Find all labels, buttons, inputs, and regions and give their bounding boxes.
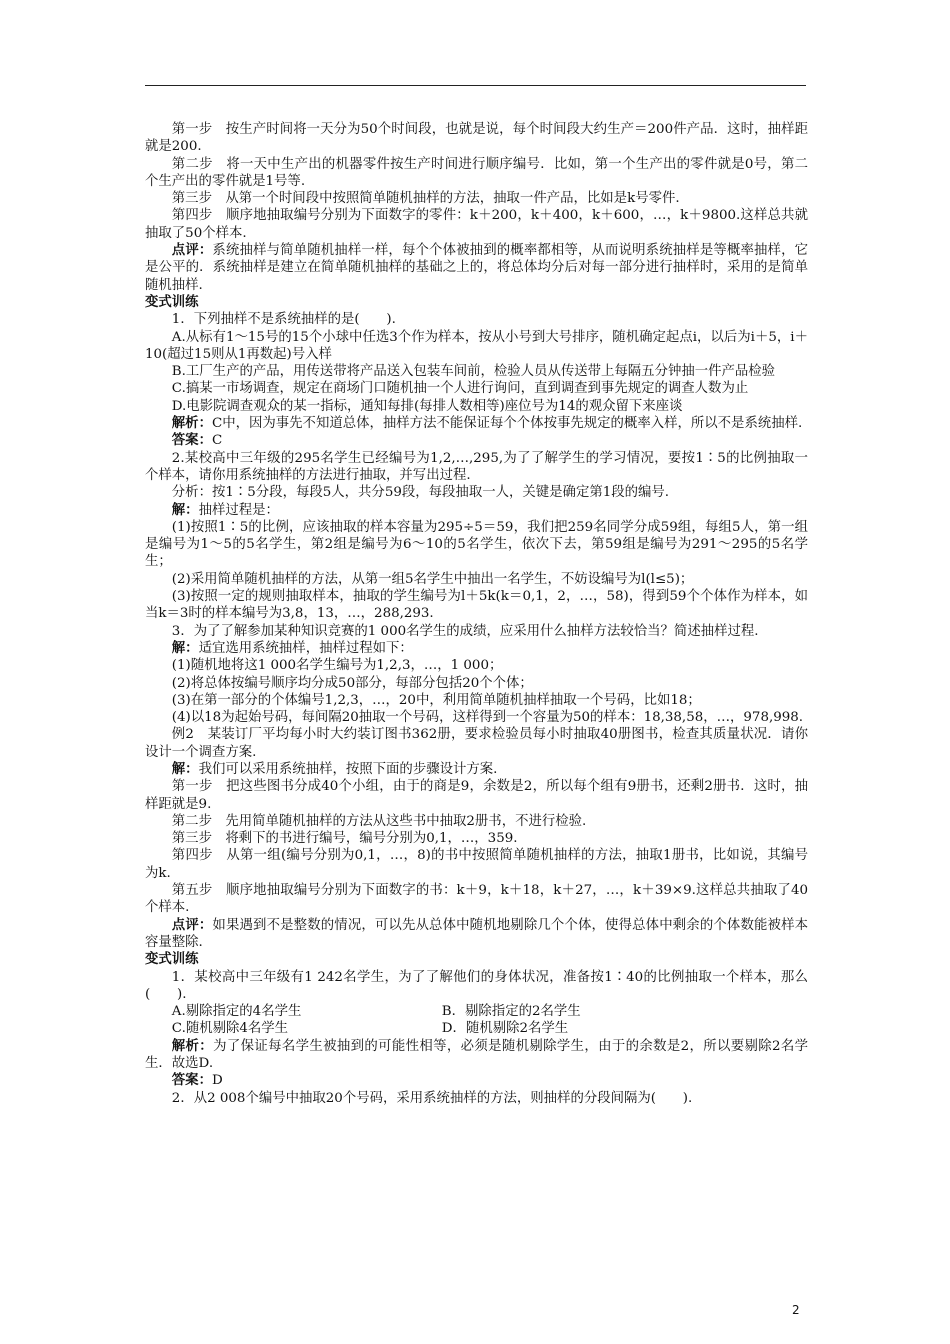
- paragraph-text: 1．下列抽样不是系统抽样的是( ).: [171, 312, 396, 328]
- option-text: C.随机剔除4名学生: [171, 1021, 289, 1037]
- paragraph-lead: 解析：: [171, 1037, 214, 1054]
- paragraph-text: 适宜选用系统抽样，抽样过程如下：: [198, 640, 413, 656]
- paragraph-lead: 解析：: [171, 415, 212, 432]
- paragraph: [145, 692, 808, 709]
- option-text: D．随机剔除2名学生: [441, 1021, 569, 1037]
- paragraph-text: 2．从2 008个编号中抽取20个号码，采用系统抽样的方法，则抽样的分段间隔为( ).: [171, 1090, 693, 1106]
- paragraph-text: B.工厂生产的产品，用传送带将产品送入包装车间前，检验人员从传送带上每隔五分钟抽一件产品检验: [171, 364, 776, 380]
- paragraph: [145, 121, 808, 156]
- paragraph: [145, 1038, 808, 1073]
- paragraph-text: (1)随机地将这1 000名学生编号为1,2,3，…，1 000；: [171, 658, 503, 674]
- paragraph-text: (2)采用简单随机抽样的方法，从第一组5名学生中抽出一名学生，不妨设编号为l(l≤5)；: [171, 571, 694, 587]
- paragraph-text: (2)将总体按编号顺序均分成50部分，每部分包括20个个体；: [171, 675, 533, 691]
- paragraph-text: 第三步 从第一个时间段中按照简单随机抽样的方法，抽取一件产品，比如是k号零件.: [171, 191, 680, 207]
- paragraph: [145, 917, 808, 952]
- paragraph-text: 第四步 顺序地抽取编号分别为下面数字的零件：k＋200，k＋400，k＋600，…，k＋9800.这样总共就抽取了50个样本.: [145, 208, 808, 241]
- paragraph-text: (3)在第一部分的个体编号1,2,3，…，20中，利用简单随机抽样抽取一个号码，比如18；: [171, 692, 701, 708]
- page-number: 2: [792, 1303, 800, 1317]
- paragraph: [145, 882, 808, 917]
- document-body: [145, 121, 808, 1107]
- paragraph-text: 2.某校高中三年级的295名学生已经编号为1,2,…,295,为了了解学生的学习情况，要按1∶5的比例抽取一个样本，请你用系统抽样的方法进行抽取，并写出过程.: [145, 450, 808, 483]
- paragraph: [145, 502, 808, 519]
- paragraph-text: 第二步 先用简单随机抽样的方法从这些书中抽取2册书，不进行检验.: [171, 813, 587, 829]
- paragraph: [145, 156, 808, 191]
- paragraph: [145, 830, 808, 847]
- paragraph-text: 1．某校高中三年级有1 242名学生，为了了解他们的身体状况，准备按1∶40的比例抽取一个样本，那么( ).: [145, 969, 808, 1002]
- paragraph: [145, 640, 808, 657]
- paragraph-text: 第一步 按生产时间将一天分为50个时间段，也就是说，每个时间段大约生产＝200件产品．这时，抽样距就是200.: [145, 122, 808, 155]
- paragraph: [145, 450, 808, 485]
- paragraph-text: (1)按照1∶5的比例，应该抽取的样本容量为295÷5＝59，我们把259名同学分成59组，每组5人，第一组是编号为1～5的5名学生，第2组是编号为6～10的5名学生，依次下去，第59组是编号为291～295的5名学生；: [145, 519, 808, 570]
- paragraph-text: 第四步 从第一组(编号分别为0,1，…，8)的书中按照简单随机抽样的方法，抽取1册书，比如说，其编号为k.: [145, 848, 808, 881]
- paragraph: [145, 432, 808, 449]
- paragraph-text: C: [211, 433, 223, 449]
- paragraph: [145, 847, 808, 882]
- paragraph: [145, 726, 808, 761]
- paragraph-text: (3)按照一定的规则抽取样本，抽取的学生编号为l＋5k(k＝0,1，2，…，58)，得到59个个体作为样本，如当k＝3时的样本编号为3,8，13，…，288,293.: [145, 589, 808, 622]
- paragraph: [145, 761, 808, 778]
- paragraph: [145, 311, 808, 328]
- paragraph: [145, 1072, 808, 1089]
- paragraph-text: 系统抽样与简单随机抽样一样，每个个体被抽到的概率都相等，从而说明系统抽样是等概率抽样，它是公平的．系统抽样是建立在简单随机抽样的基础之上的，将总体均分后对每一部分进行抽样时，采用的是简单随机抽样.: [145, 243, 809, 293]
- paragraph-text: (4)以18为起始号码，每间隔20抽取一个号码，这样得到一个容量为50的样本：18,38,58，…，978,998.: [171, 710, 804, 726]
- paragraph-text: D.电影院调查观众的某一指标，通知每排(每排人数相等)座位号为14的观众留下来座谈: [171, 398, 683, 414]
- section-heading: 变式训练: [145, 951, 199, 968]
- paragraph: [145, 675, 808, 692]
- paragraph: [145, 657, 808, 674]
- paragraph-text: C中，因为事先不知道总体，抽样方法不能保证每个个体按事先规定的概率入样，所以不是系统抽样.: [211, 416, 803, 432]
- paragraph-lead: 解：: [171, 501, 199, 518]
- paragraph-text: D: [211, 1073, 223, 1089]
- paragraph-text: A.从标有1～15号的15个小球中任选3个作为样本，按从小号到大号排序，随机确定起点i，以后为i＋5，i＋10(超过15则从1再数起)号入样: [145, 329, 808, 362]
- paragraph: [145, 242, 808, 294]
- paragraph-text: 第五步 顺序地抽取编号分别为下面数字的书：k＋9，k＋18，k＋27，…，k＋39×9.这样总共抽取了40个样本.: [145, 883, 808, 916]
- paragraph-lead: 解：: [171, 639, 199, 656]
- paragraph-lead: 答案：: [171, 432, 212, 449]
- paragraph-text: 第二步 将一天中生产出的机器零件按生产时间进行顺序编号．比如，第一个生产出的零件就是0号，第二个生产出的零件就是1号等.: [145, 156, 808, 189]
- paragraph-lead: 点评：: [171, 916, 213, 933]
- header-rule: [145, 85, 806, 86]
- paragraph-text: 例2 某装订厂平均每小时大约装订图书362册，要求检验员每小时抽取40册图书，检查其质量状况．请你设计一个调查方案.: [145, 727, 808, 760]
- paragraph-text: 我们可以采用系统抽样，按照下面的步骤设计方案.: [198, 761, 498, 777]
- paragraph: [145, 363, 808, 380]
- paragraph: [145, 969, 808, 1004]
- paragraph-text: 为了保证每名学生被抽到的可能性相等，必须是随机剔除学生，由于的余数是2，所以要剔除2名学生．故选D.: [145, 1038, 809, 1072]
- paragraph: [145, 623, 808, 640]
- paragraph: [145, 709, 808, 726]
- paragraph: [145, 207, 808, 242]
- paragraph: [145, 571, 808, 588]
- paragraph: [145, 415, 808, 432]
- paragraph-lead: 点评：: [171, 242, 213, 259]
- paragraph-text: 抽样过程是：: [198, 502, 279, 518]
- paragraph: [145, 484, 808, 501]
- paragraph-text: 分析：按1∶5分段，每段5人，共分59段，每段抽取一人，关键是确定第1段的编号.: [171, 485, 670, 501]
- options-row: [145, 1020, 808, 1037]
- paragraph: [145, 778, 808, 813]
- paragraph: [145, 380, 808, 397]
- options-row: [145, 1003, 808, 1020]
- paragraph-text: 第一步 把这些图书分成40个小组，由于的商是9，余数是2，所以每个组有9册书，还剩2册书．这时，抽样距就是9.: [145, 779, 808, 812]
- paragraph: [145, 398, 808, 415]
- paragraph: [145, 329, 808, 364]
- paragraph-text: 第三步 将剩下的书进行编号，编号分别为0,1，…，359.: [171, 831, 518, 847]
- paragraph-lead: 答案：: [171, 1072, 212, 1089]
- section-heading: 变式训练: [145, 293, 199, 310]
- paragraph: [145, 1090, 808, 1107]
- paragraph-lead: 解：: [171, 760, 199, 777]
- option-text: B．剔除指定的2名学生: [441, 1004, 581, 1020]
- paragraph: [145, 588, 808, 623]
- paragraph-text: 如果遇到不是整数的情况，可以先从总体中随机地剔除几个个体，使得总体中剩余的个体数能被样本容量整除.: [145, 917, 809, 950]
- paragraph-text: 3．为了了解参加某种知识竞赛的1 000名学生的成绩，应采用什么抽样方法较恰当？简述抽样过程.: [171, 623, 759, 639]
- option-text: A.剔除指定的4名学生: [171, 1004, 302, 1020]
- paragraph-text: C.搞某一市场调查，规定在商场门口随机抽一个人进行询问，直到调查到事先规定的调查人数为止: [171, 381, 749, 397]
- paragraph: [145, 519, 808, 571]
- paragraph: [145, 813, 808, 830]
- paragraph: [145, 190, 808, 207]
